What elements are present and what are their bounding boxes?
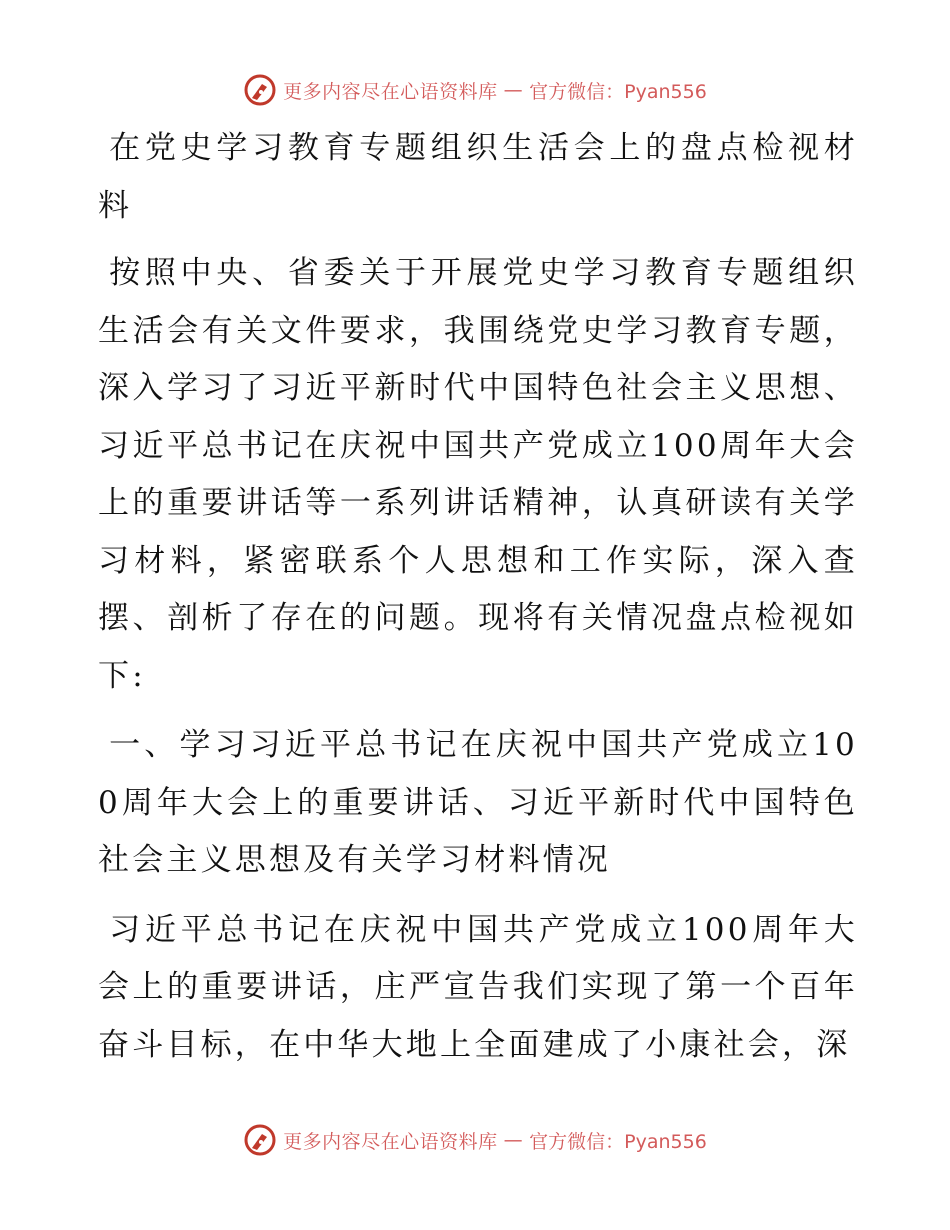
header-watermark: [0, 72, 950, 108]
watermark-separator: —: [503, 1129, 524, 1151]
pen-nib-circle-icon: [243, 73, 277, 107]
watermark-contact: 官方微信：Pyan556: [529, 1130, 707, 1153]
watermark-site-text: 更多内容尽在心语资料库: [283, 1130, 498, 1153]
paragraph-intro: 按照中央、省委关于开展党史学习教育专题组织生活会有关文件要求，我围绕党史学习教育专题，深入学习了习近平新时代中国特色社会主义思想、习近平总书记在庆祝中国共产党成立100周年大会上的重要讲话等一系列讲话精神，认真研读有关学习材料，紧密联系个人思想和工作实际，深入查摆、剖析了存在的问题。现将有关情况盘点检视如下:: [98, 255, 858, 694]
watermark-contact: 官方微信：Pyan556: [529, 80, 707, 103]
paragraph-section-1: 习近平总书记在庆祝中国共产党成立100周年大会上的重要讲话，庄严宣告我们实现了第一个百年奋斗目标，在中华大地上全面建成了小康社会，深: [98, 911, 858, 1063]
watermark-site-text: 更多内容尽在心语资料库: [283, 80, 498, 103]
document-title: 在党史学习教育专题组织生活会上的盘点检视材料: [98, 130, 858, 224]
document-body: [98, 120, 858, 1086]
section-heading-1: 一、学习习近平总书记在庆祝中国共产党成立100周年大会上的重要讲话、习近平新时代中国特色社会主义思想及有关学习材料情况: [98, 727, 858, 878]
footer-watermark: [0, 1122, 950, 1158]
pen-nib-circle-icon: [243, 1123, 277, 1157]
watermark-separator: —: [503, 79, 524, 101]
